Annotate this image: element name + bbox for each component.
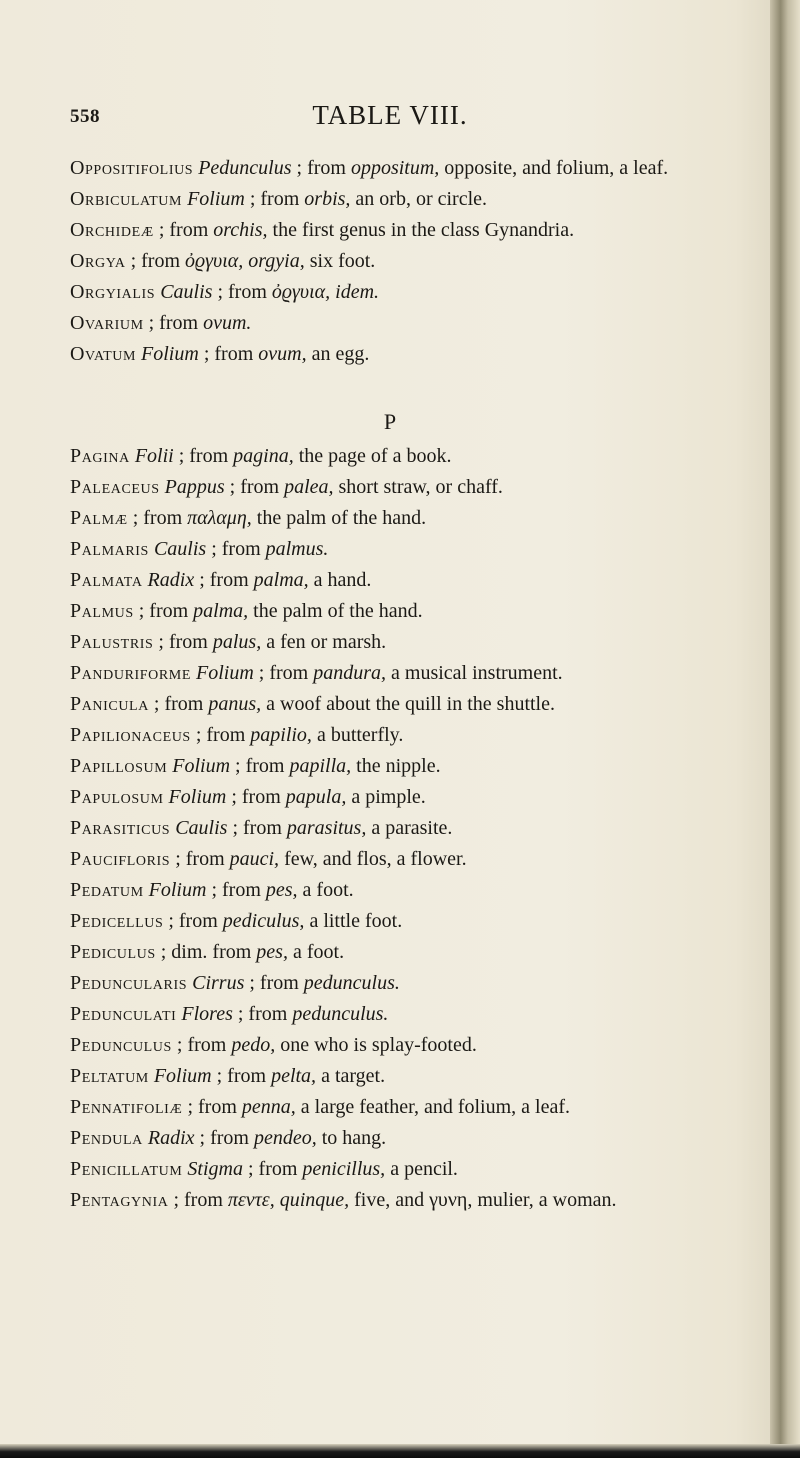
entry-term: Stigma [187, 1158, 243, 1180]
entry-etymon: pandura, [313, 662, 387, 684]
entry-headword: Pagina [70, 445, 130, 467]
entry-gloss: the first genus in the class Gynandria. [267, 219, 575, 241]
entry-etymon: palma, [253, 569, 309, 591]
entry-headword: Palmus [70, 600, 134, 622]
entry-gloss: six foot. [304, 250, 376, 272]
entry-term: Folium [153, 1065, 212, 1087]
glossary-entry [70, 472, 710, 503]
glossary-entry [70, 627, 710, 658]
glossary-entry [70, 1154, 710, 1185]
glossary-entry [70, 813, 710, 844]
entry-etymon: pedunculus. [292, 1003, 389, 1025]
entry-separator: ; dim. from [155, 941, 257, 963]
glossary-entry [70, 1123, 710, 1154]
glossary-entry [70, 1061, 710, 1092]
entry-gloss: the palm of the hand. [251, 507, 427, 529]
entry-term: Folium [168, 786, 227, 808]
entry-etymon: pes, [256, 941, 288, 963]
entry-separator: ; from [253, 662, 314, 684]
entry-separator: ; from [194, 569, 254, 591]
entry-headword: Pediculus [70, 941, 156, 963]
entry-separator: ; from [212, 281, 272, 303]
entry-separator: ; from [224, 476, 285, 498]
glossary-entry [70, 277, 710, 308]
entry-etymon: pendeo, [253, 1127, 317, 1149]
entry-etymon: orchis, [213, 219, 268, 241]
entry-headword: Ovatum [70, 343, 137, 365]
entry-separator: ; from [171, 1034, 232, 1056]
entry-separator: ; from [127, 507, 188, 529]
entry-separator: ; from [173, 445, 234, 467]
entry-gloss: one who is splay-footed. [275, 1034, 477, 1056]
entry-etymon: orbis, [304, 188, 351, 210]
glossary-entry [70, 215, 710, 246]
entry-gloss: opposite, and folium, a leaf. [439, 157, 669, 179]
entry-headword: Pedunculus [70, 1034, 172, 1056]
glossary-entry [70, 689, 710, 720]
entry-term: Caulis [153, 538, 207, 560]
entry-headword: Orgya [70, 250, 126, 272]
entry-separator: ; from [163, 910, 223, 932]
entry-etymon: pedo, [231, 1034, 276, 1056]
entry-headword: Palmæ [70, 507, 128, 529]
entry-etymon: papula, [285, 786, 347, 808]
running-title: TABLE VIII. [312, 100, 468, 130]
entry-etymon: ovum. [203, 312, 252, 334]
entry-etymon: πεντε, quinque, [227, 1189, 350, 1211]
glossary-entries [70, 153, 710, 1216]
glossary-entry [70, 658, 710, 689]
glossary-entry [70, 999, 710, 1030]
entry-separator: ; from [291, 157, 351, 179]
entry-separator: ; from [168, 1189, 228, 1211]
entry-headword: Oppositifolius [70, 157, 194, 179]
glossary-entry [70, 184, 710, 215]
entry-gloss: a target. [316, 1065, 386, 1087]
entry-term: Flores [181, 1003, 233, 1025]
entry-gloss: a foot. [297, 879, 354, 901]
entry-separator: ; from [153, 219, 214, 241]
entry-gloss: a woof about the quill in the shuttle. [261, 693, 555, 715]
entry-etymon: pes, [265, 879, 298, 901]
entry-gloss: an orb, or circle. [350, 188, 488, 210]
entry-headword: Pedatum [70, 879, 144, 901]
entry-etymon: παλαμη, [187, 507, 252, 529]
entry-gloss: a little foot. [304, 910, 403, 932]
entry-separator: ; from [182, 1096, 242, 1118]
entry-headword: Pendula [70, 1127, 143, 1149]
entry-gloss: a large feather, and folium, a leaf. [295, 1096, 571, 1118]
entry-etymon: palma, [193, 600, 249, 622]
entry-etymon: ὀϱγυια, idem. [271, 281, 380, 303]
entry-term: Folium [196, 662, 254, 684]
entry-etymon: panus, [208, 693, 262, 715]
entry-term: Pappus [164, 476, 225, 498]
entry-term: Folium [141, 343, 199, 365]
glossary-entry [70, 1185, 710, 1216]
entry-separator: ; from [206, 879, 266, 901]
entry-gloss: a parasite. [366, 817, 453, 839]
entry-etymon: palmus. [265, 538, 329, 560]
entry-etymon: parasitus, [286, 817, 367, 839]
entry-separator: ; from [170, 848, 230, 870]
glossary-entry [70, 339, 710, 370]
entry-headword: Pentagynia [70, 1189, 169, 1211]
glossary-entry [70, 565, 710, 596]
glossary-entry [70, 906, 710, 937]
entry-separator: ; from [244, 188, 305, 210]
entry-term: Folium [148, 879, 207, 901]
entry-term: Pedunculus [198, 157, 292, 179]
entry-separator: ; from [148, 693, 209, 715]
entry-etymon: papilio, [250, 724, 312, 746]
glossary-entry [70, 1092, 710, 1123]
glossary-entry [70, 153, 710, 184]
entry-etymon: palea, [284, 476, 334, 498]
entry-separator: ; from [198, 343, 259, 365]
glossary-entry [70, 596, 710, 627]
entry-headword: Paleaceus [70, 476, 160, 498]
entry-headword: Palmaris [70, 538, 149, 560]
entry-etymon: pauci, [229, 848, 280, 870]
page-number: 558 [70, 106, 100, 127]
entry-gloss: short straw, or chaff. [333, 476, 503, 498]
entry-headword: Peltatum [70, 1065, 149, 1087]
book-spine-edge [770, 0, 800, 1458]
entry-gloss: a butterfly. [311, 724, 404, 746]
entry-separator: ; from [194, 1127, 254, 1149]
entries-p-section [70, 441, 710, 1216]
entry-gloss: the page of a book. [293, 445, 452, 467]
entry-headword: Parasiticus [70, 817, 171, 839]
glossary-entry [70, 844, 710, 875]
entry-headword: Penicillatum [70, 1158, 183, 1180]
page-bottom-edge [0, 1444, 800, 1458]
glossary-entry [70, 441, 710, 472]
entry-term: Cirrus [192, 972, 245, 994]
entry-separator: ; from [143, 312, 204, 334]
entry-etymon: papilla, [289, 755, 352, 777]
entry-etymon: ovum, [258, 343, 307, 365]
entry-separator: ; from [206, 538, 266, 560]
glossary-entry [70, 937, 710, 968]
entry-headword: Ovarium [70, 312, 144, 334]
glossary-entry [70, 534, 710, 565]
entries-o-section [70, 153, 710, 370]
entry-term: Caulis [160, 281, 213, 303]
entry-gloss: a musical instrument. [386, 662, 563, 684]
glossary-entry [70, 1030, 710, 1061]
glossary-entry [70, 503, 710, 534]
entry-etymon: oppositum, [350, 157, 440, 179]
entry-separator: ; from [133, 600, 194, 622]
entry-headword: Pedicellus [70, 910, 164, 932]
entry-separator: ; from [232, 1003, 293, 1025]
entry-headword: Orgyialis [70, 281, 156, 303]
entry-gloss: a fen or marsh. [261, 631, 387, 653]
entry-separator: ; from [242, 1158, 303, 1180]
entry-headword: Papillosum [70, 755, 168, 777]
entry-headword: Paucifloris [70, 848, 171, 870]
entry-gloss: the palm of the hand. [248, 600, 423, 622]
entry-term: Folium [187, 188, 245, 210]
entry-gloss: a pimple. [346, 786, 426, 808]
entry-headword: Papilionaceus [70, 724, 191, 746]
section-letter-heading: P [383, 409, 397, 434]
entry-etymon: pagina, [233, 445, 294, 467]
entry-term: Caulis [175, 817, 228, 839]
entry-gloss: few, and flos, a flower. [279, 848, 467, 870]
glossary-entry [70, 875, 710, 906]
entry-gloss: five, and γυνη, mulier, a woman. [349, 1189, 617, 1211]
entry-headword: Palustris [70, 631, 154, 653]
glossary-entry [70, 246, 710, 277]
glossary-entry [70, 782, 710, 813]
entry-separator: ; from [211, 1065, 272, 1087]
entry-headword: Pennatifoliæ [70, 1096, 183, 1118]
glossary-entry [70, 308, 710, 339]
entry-separator: ; from [227, 817, 287, 839]
entry-headword: Orbiculatum [70, 188, 183, 210]
entry-term: Folii [134, 445, 174, 467]
entry-etymon: pelta, [271, 1065, 317, 1087]
entry-headword: Palmata [70, 569, 143, 591]
entry-etymon: ὀϱγυια, orgyia, [185, 250, 305, 272]
entry-gloss: the nipple. [351, 755, 441, 777]
glossary-entry [70, 720, 710, 751]
entry-headword: Panicula [70, 693, 149, 715]
entry-headword: Papulosum [70, 786, 164, 808]
entry-term: Folium [172, 755, 231, 777]
entry-separator: ; from [125, 250, 185, 272]
entry-headword: Orchideæ [70, 219, 154, 241]
entry-term: Radix [147, 1127, 195, 1149]
entry-headword: Pedunculati [70, 1003, 177, 1025]
entry-separator: ; from [244, 972, 304, 994]
entry-headword: Panduriforme [70, 662, 191, 684]
entry-gloss: an egg. [306, 343, 370, 365]
entry-gloss: a hand. [308, 569, 372, 591]
entry-etymon: pedunculus. [303, 972, 400, 994]
entry-separator: ; from [153, 631, 213, 653]
glossary-entry [70, 751, 710, 782]
entry-term: Radix [147, 569, 195, 591]
entry-etymon: penna, [241, 1096, 296, 1118]
entry-gloss: a foot. [287, 941, 345, 963]
entry-separator: ; from [226, 786, 286, 808]
entry-gloss: a pencil. [385, 1158, 458, 1180]
entry-etymon: palus, [212, 631, 262, 653]
entry-etymon: penicillus, [302, 1158, 386, 1180]
page-header [70, 100, 710, 140]
glossary-entry [70, 968, 710, 999]
entry-separator: ; from [230, 755, 290, 777]
entry-gloss: to hang. [316, 1127, 387, 1149]
entry-headword: Peduncularis [70, 972, 188, 994]
entry-etymon: pediculus, [222, 910, 305, 932]
entry-separator: ; from [190, 724, 251, 746]
